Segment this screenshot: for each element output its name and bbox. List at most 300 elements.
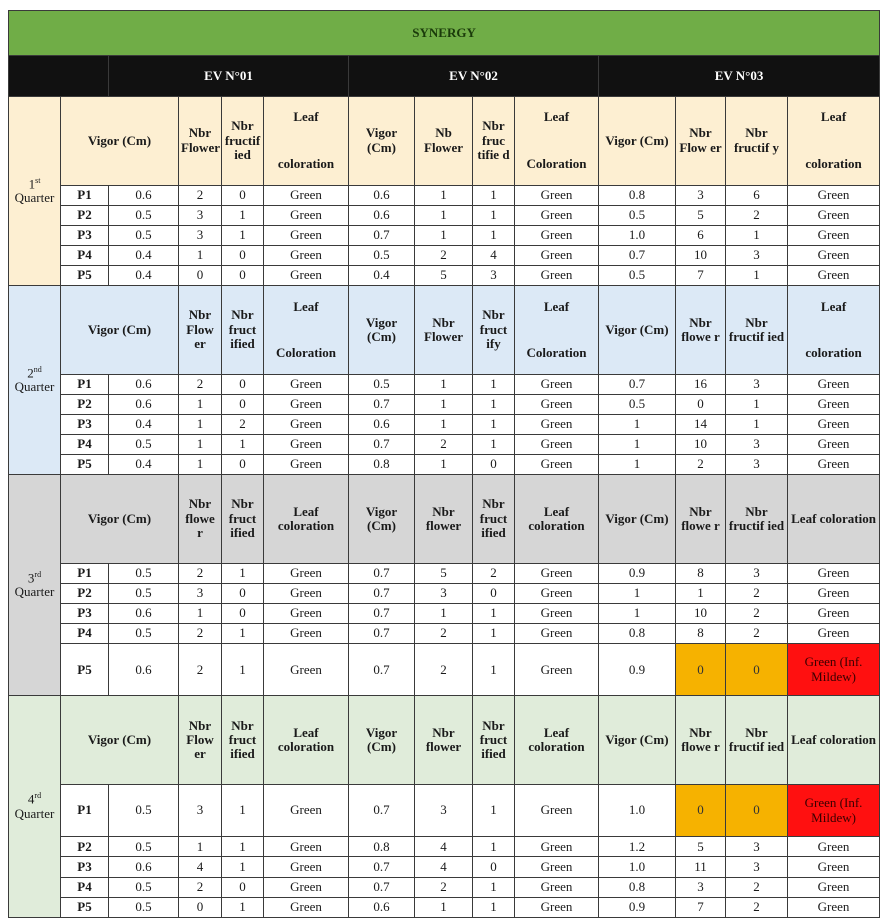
leaf-coloration-header <box>264 696 349 785</box>
quarter-header-row <box>9 475 880 564</box>
fructified-count: 1 <box>222 644 264 696</box>
leaf-coloration-header <box>264 286 349 375</box>
vigor-value: 0.9 <box>599 644 676 696</box>
flower-count: 1 <box>179 837 222 857</box>
flower-count: 16 <box>676 374 726 394</box>
flower-count: 5 <box>676 205 726 225</box>
leaf-coloration: Green <box>264 624 349 644</box>
quarter-number: 4 <box>27 791 35 807</box>
fructified-count: 1 <box>473 225 515 245</box>
flower-count: 1 <box>415 185 473 205</box>
fructified-count-header: Nbr fruct ified <box>473 696 515 785</box>
vigor-value: 0.5 <box>599 205 676 225</box>
vigor-value: 0.5 <box>109 624 179 644</box>
leaf-coloration-header <box>515 696 599 785</box>
vigor-header: Vigor (Cm) <box>349 696 415 785</box>
fructified-count: 1 <box>222 784 264 836</box>
leaf-coloration: Green <box>515 245 599 265</box>
fructified-count-header: Nbr fruct ified <box>222 475 264 564</box>
vigor-value: 0.7 <box>599 374 676 394</box>
plant-id: P5 <box>61 455 109 475</box>
quarter-label <box>9 286 61 475</box>
flower-count: 3 <box>179 583 222 603</box>
plant-id: P1 <box>61 784 109 836</box>
fructified-count-header: Nbr fruc tifie d <box>473 97 515 186</box>
table-row <box>9 563 880 583</box>
vigor-value: 0.5 <box>109 563 179 583</box>
flower-count: 6 <box>676 225 726 245</box>
leaf-coloration: Green <box>264 897 349 917</box>
vigor-value: 0.8 <box>599 185 676 205</box>
leaf-coloration: Green <box>788 603 880 623</box>
flower-count: 1 <box>179 394 222 414</box>
leaf-coloration: Green <box>515 624 599 644</box>
flower-count: 2 <box>415 434 473 454</box>
table-row <box>9 245 880 265</box>
flower-count: 1 <box>179 603 222 623</box>
fructified-count: 1 <box>473 205 515 225</box>
flower-count: 1 <box>415 414 473 434</box>
quarter-number: 2 <box>27 364 34 380</box>
fructified-count: 0 <box>473 455 515 475</box>
flower-count: 0 <box>676 784 726 836</box>
leaf-coloration: Green <box>515 784 599 836</box>
leaf-header-bottom: Coloration <box>276 344 336 360</box>
quarter-number: 3 <box>27 570 35 586</box>
leaf-coloration: Green <box>788 185 880 205</box>
fructified-count: 1 <box>222 205 264 225</box>
fructified-count: 1 <box>473 185 515 205</box>
quarter-suffix: rd <box>34 791 42 801</box>
vigor-value: 0.7 <box>349 644 415 696</box>
table-row <box>9 784 880 836</box>
leaf-coloration: Green <box>515 394 599 414</box>
flower-count-header: Nbr Flow er <box>179 286 222 375</box>
quarter-word: Quarter <box>14 805 55 821</box>
plant-id: P2 <box>61 837 109 857</box>
flower-count: 2 <box>415 245 473 265</box>
leaf-coloration: Green <box>264 265 349 285</box>
leaf-header-bottom: coloration <box>805 344 862 360</box>
fructified-count: 0 <box>473 857 515 877</box>
leaf-header-bottom: Coloration <box>526 155 587 171</box>
fructified-count: 1 <box>726 265 788 285</box>
fructified-count: 2 <box>222 414 264 434</box>
vigor-header: Vigor (Cm) <box>61 97 179 186</box>
plant-id: P1 <box>61 185 109 205</box>
vigor-value: 1 <box>599 414 676 434</box>
leaf-coloration: Green <box>515 644 599 696</box>
fructified-count: 2 <box>473 563 515 583</box>
vigor-value: 0.5 <box>109 784 179 836</box>
leaf-header-top: Leaf <box>293 109 319 125</box>
fructified-count: 2 <box>726 897 788 917</box>
vigor-value: 0.5 <box>109 837 179 857</box>
fructified-count-header: Nbr fruct ified <box>222 286 264 375</box>
leaf-header-bottom: coloration <box>277 155 335 171</box>
leaf-header-bottom: Coloration <box>526 344 587 360</box>
leaf-coloration: Green <box>788 857 880 877</box>
table-row <box>9 394 880 414</box>
vigor-value: 0.8 <box>349 837 415 857</box>
leaf-header-top: Leaf <box>543 109 570 125</box>
fructified-count-header: Nbr fructif ied <box>222 97 264 186</box>
leaf-coloration: Green <box>515 583 599 603</box>
table-title: SYNERGY <box>9 11 880 56</box>
vigor-value: 0.6 <box>349 185 415 205</box>
leaf-header-top: Leaf coloration <box>791 510 876 526</box>
vigor-value: 0.6 <box>109 394 179 414</box>
table-row <box>9 225 880 245</box>
flower-count-header: Nb Flower <box>415 97 473 186</box>
vigor-value: 0.7 <box>349 603 415 623</box>
vigor-value: 0.6 <box>349 414 415 434</box>
fructified-count: 3 <box>726 374 788 394</box>
table-row <box>9 185 880 205</box>
leaf-coloration: Green <box>264 185 349 205</box>
table-row <box>9 603 880 623</box>
fructified-count: 1 <box>473 603 515 623</box>
fructified-count: 1 <box>726 225 788 245</box>
plant-id: P2 <box>61 205 109 225</box>
leaf-coloration: Green <box>515 374 599 394</box>
leaf-coloration: Green <box>515 265 599 285</box>
flower-count: 10 <box>676 245 726 265</box>
fructified-count: 1 <box>473 624 515 644</box>
leaf-header-top: Leaf coloration <box>277 724 335 755</box>
leaf-coloration: Green <box>788 394 880 414</box>
fructified-count: 3 <box>726 455 788 475</box>
fructified-count: 1 <box>222 563 264 583</box>
fructified-count: 0 <box>222 877 264 897</box>
flower-count: 2 <box>179 644 222 696</box>
flower-count: 2 <box>179 563 222 583</box>
fructified-count: 6 <box>726 185 788 205</box>
plant-id: P2 <box>61 583 109 603</box>
vigor-value: 1 <box>599 455 676 475</box>
flower-count-header: Nbr Flower <box>179 97 222 186</box>
flower-count-header: Nbr flowe r <box>179 475 222 564</box>
table-row <box>9 857 880 877</box>
fructified-count: 3 <box>726 434 788 454</box>
fructified-count: 0 <box>726 644 788 696</box>
quarter-suffix: rd <box>34 569 42 579</box>
fructified-count: 0 <box>222 394 264 414</box>
flower-count-header: Nbr flower <box>415 696 473 785</box>
flower-count: 1 <box>415 374 473 394</box>
quarter-word: Quarter <box>14 379 55 395</box>
flower-count: 3 <box>179 784 222 836</box>
quarter-label <box>9 696 61 918</box>
table-row <box>9 434 880 454</box>
flower-count: 1 <box>415 897 473 917</box>
leaf-header-top: Leaf coloration <box>528 503 585 533</box>
vigor-header: Vigor (Cm) <box>599 286 676 375</box>
leaf-coloration: Green <box>515 897 599 917</box>
flower-count-header: Nbr Flow er <box>676 97 726 186</box>
vigor-header: Vigor (Cm) <box>599 475 676 564</box>
quarter-number: 1 <box>28 175 36 191</box>
flower-count: 7 <box>676 265 726 285</box>
flower-count: 1 <box>415 394 473 414</box>
plant-id: P5 <box>61 265 109 285</box>
vigor-value: 0.5 <box>599 394 676 414</box>
vigor-value: 0.7 <box>349 225 415 245</box>
vigor-value: 0.7 <box>349 877 415 897</box>
plant-id: P1 <box>61 374 109 394</box>
leaf-header-top: Leaf <box>820 109 847 125</box>
leaf-coloration: Green <box>264 434 349 454</box>
plant-id: P5 <box>61 897 109 917</box>
vigor-value: 0.7 <box>349 563 415 583</box>
leaf-coloration-header <box>264 475 349 564</box>
flower-count: 3 <box>676 185 726 205</box>
table-row <box>9 205 880 225</box>
quarter-header-row <box>9 286 880 375</box>
flower-count: 5 <box>676 837 726 857</box>
flower-count: 4 <box>415 837 473 857</box>
leaf-header-top: Leaf <box>543 298 570 314</box>
fructified-count-header: Nbr fructif ied <box>726 286 788 375</box>
flower-count: 1 <box>415 225 473 245</box>
vigor-value: 0.9 <box>599 563 676 583</box>
fructified-count: 2 <box>726 877 788 897</box>
table-row <box>9 877 880 897</box>
flower-count: 2 <box>179 624 222 644</box>
vigor-value: 0.6 <box>109 644 179 696</box>
flower-count: 5 <box>415 563 473 583</box>
leaf-coloration: Green <box>515 205 599 225</box>
leaf-coloration-header <box>515 475 599 564</box>
fructified-count: 0 <box>222 265 264 285</box>
quarter-label <box>9 475 61 696</box>
leaf-coloration: Green <box>788 583 880 603</box>
plant-id: P3 <box>61 225 109 245</box>
fructified-count: 4 <box>473 245 515 265</box>
fructified-count: 1 <box>473 434 515 454</box>
plant-id: P1 <box>61 563 109 583</box>
vigor-value: 0.7 <box>349 624 415 644</box>
vigor-value: 0.9 <box>599 897 676 917</box>
vigor-header: Vigor (Cm) <box>349 97 415 186</box>
leaf-header-bottom: coloration <box>805 155 862 171</box>
flower-count: 3 <box>415 583 473 603</box>
vigor-value: 0.7 <box>599 245 676 265</box>
leaf-coloration: Green <box>788 414 880 434</box>
vigor-value: 0.8 <box>349 455 415 475</box>
leaf-coloration: Green <box>788 205 880 225</box>
vigor-value: 1.0 <box>599 857 676 877</box>
vigor-value: 1 <box>599 603 676 623</box>
vigor-header: Vigor (Cm) <box>349 286 415 375</box>
vigor-value: 0.6 <box>109 185 179 205</box>
quarter-header-row <box>9 97 880 186</box>
flower-count: 10 <box>676 434 726 454</box>
fructified-count: 1 <box>473 644 515 696</box>
flower-count: 2 <box>676 455 726 475</box>
leaf-header-top: Leaf <box>820 298 847 314</box>
flower-count: 5 <box>415 265 473 285</box>
fructified-count: 1 <box>222 624 264 644</box>
fructified-count: 1 <box>222 837 264 857</box>
flower-count: 2 <box>179 877 222 897</box>
leaf-coloration: Green (Inf. Mildew) <box>788 644 880 696</box>
flower-count: 10 <box>676 603 726 623</box>
vigor-header: Vigor (Cm) <box>349 475 415 564</box>
leaf-coloration: Green <box>515 434 599 454</box>
table-row <box>9 644 880 696</box>
fructified-count: 0 <box>222 245 264 265</box>
fructified-count: 2 <box>726 583 788 603</box>
flower-count: 2 <box>179 185 222 205</box>
quarter-word: Quarter <box>14 584 55 600</box>
vigor-value: 0.8 <box>599 877 676 897</box>
table-body <box>9 97 880 918</box>
leaf-coloration-header <box>788 286 880 375</box>
vigor-value: 0.5 <box>349 374 415 394</box>
flower-count: 0 <box>676 394 726 414</box>
flower-count: 1 <box>676 583 726 603</box>
leaf-coloration: Green <box>788 837 880 857</box>
vigor-value: 0.4 <box>109 265 179 285</box>
leaf-coloration: Green (Inf. Mildew) <box>788 784 880 836</box>
leaf-coloration: Green <box>264 205 349 225</box>
vigor-header: Vigor (Cm) <box>61 286 179 375</box>
flower-count: 1 <box>179 434 222 454</box>
vigor-value: 1.0 <box>599 225 676 245</box>
fructified-count-header: Nbr fruct ify <box>473 286 515 375</box>
leaf-coloration: Green <box>264 563 349 583</box>
table-row <box>9 624 880 644</box>
vigor-value: 0.6 <box>109 603 179 623</box>
vigor-header: Vigor (Cm) <box>599 696 676 785</box>
leaf-coloration: Green <box>264 784 349 836</box>
leaf-coloration: Green <box>515 857 599 877</box>
leaf-coloration: Green <box>788 245 880 265</box>
table-row <box>9 897 880 917</box>
leaf-coloration: Green <box>264 225 349 245</box>
fructified-count: 0 <box>222 583 264 603</box>
leaf-coloration: Green <box>788 225 880 245</box>
leaf-coloration: Green <box>788 374 880 394</box>
leaf-header-top: Leaf coloration <box>277 503 335 533</box>
leaf-coloration: Green <box>264 837 349 857</box>
plant-id: P3 <box>61 414 109 434</box>
flower-count: 0 <box>179 897 222 917</box>
flower-count-header: Nbr flower <box>415 475 473 564</box>
leaf-coloration: Green <box>515 877 599 897</box>
leaf-coloration: Green <box>788 877 880 897</box>
flower-count-header: Nbr flowe r <box>676 286 726 375</box>
leaf-coloration: Green <box>264 394 349 414</box>
vigor-value: 0.5 <box>109 434 179 454</box>
vigor-value: 0.7 <box>349 857 415 877</box>
leaf-coloration-header <box>515 286 599 375</box>
flower-count: 3 <box>179 225 222 245</box>
quarter-suffix: st <box>35 175 41 185</box>
leaf-coloration: Green <box>788 624 880 644</box>
vigor-value: 0.5 <box>109 897 179 917</box>
fructified-count: 2 <box>726 205 788 225</box>
fructified-count: 1 <box>222 434 264 454</box>
quarter-label <box>9 97 61 286</box>
fructified-count: 0 <box>726 784 788 836</box>
flower-count: 1 <box>415 205 473 225</box>
flower-count-header: Nbr Flower <box>415 286 473 375</box>
table-row <box>9 583 880 603</box>
leaf-coloration: Green <box>515 455 599 475</box>
leaf-coloration: Green <box>788 563 880 583</box>
flower-count: 2 <box>415 644 473 696</box>
fructified-count: 0 <box>222 603 264 623</box>
flower-count: 14 <box>676 414 726 434</box>
vigor-value: 0.6 <box>109 857 179 877</box>
fructified-count: 0 <box>473 583 515 603</box>
leaf-coloration: Green <box>264 644 349 696</box>
vigor-value: 0.7 <box>349 394 415 414</box>
fructified-count: 3 <box>726 857 788 877</box>
vigor-value: 0.6 <box>109 374 179 394</box>
plant-id: P2 <box>61 394 109 414</box>
fructified-count: 3 <box>726 245 788 265</box>
fructified-count: 1 <box>473 897 515 917</box>
flower-count: 2 <box>179 374 222 394</box>
fructified-count: 1 <box>726 394 788 414</box>
fructified-count: 3 <box>726 563 788 583</box>
leaf-coloration-header <box>788 97 880 186</box>
vigor-value: 0.8 <box>599 624 676 644</box>
leaf-coloration: Green <box>264 857 349 877</box>
vigor-value: 1 <box>599 583 676 603</box>
flower-count-header: Nbr Flow er <box>179 696 222 785</box>
flower-count: 1 <box>179 414 222 434</box>
fructified-count: 1 <box>473 784 515 836</box>
fructified-count-header: Nbr fruct ified <box>473 475 515 564</box>
fructified-count: 1 <box>726 414 788 434</box>
flower-count: 4 <box>415 857 473 877</box>
vigor-value: 0.5 <box>109 583 179 603</box>
flower-count: 8 <box>676 624 726 644</box>
leaf-coloration: Green <box>788 265 880 285</box>
table-row <box>9 414 880 434</box>
fructified-count-header: Nbr fructif ied <box>726 475 788 564</box>
vigor-value: 1.0 <box>599 784 676 836</box>
vigor-value: 0.4 <box>109 414 179 434</box>
plant-id: P5 <box>61 644 109 696</box>
fructified-count: 2 <box>726 624 788 644</box>
leaf-coloration: Green <box>788 434 880 454</box>
leaf-coloration: Green <box>264 877 349 897</box>
leaf-header-top: Leaf coloration <box>791 732 876 748</box>
flower-count: 2 <box>415 877 473 897</box>
vigor-value: 1 <box>599 434 676 454</box>
vigor-value: 0.7 <box>349 583 415 603</box>
table-row <box>9 455 880 475</box>
vigor-value: 0.5 <box>109 205 179 225</box>
table-row <box>9 374 880 394</box>
quarter-header-row <box>9 696 880 785</box>
flower-count: 3 <box>415 784 473 836</box>
flower-count: 3 <box>179 205 222 225</box>
fructified-count: 3 <box>473 265 515 285</box>
leaf-coloration: Green <box>515 414 599 434</box>
plant-id: P4 <box>61 624 109 644</box>
vigor-value: 0.6 <box>349 205 415 225</box>
quarter-word: Quarter <box>14 190 55 206</box>
synergy-table <box>8 10 880 918</box>
vigor-value: 0.5 <box>599 265 676 285</box>
plant-id: P4 <box>61 245 109 265</box>
